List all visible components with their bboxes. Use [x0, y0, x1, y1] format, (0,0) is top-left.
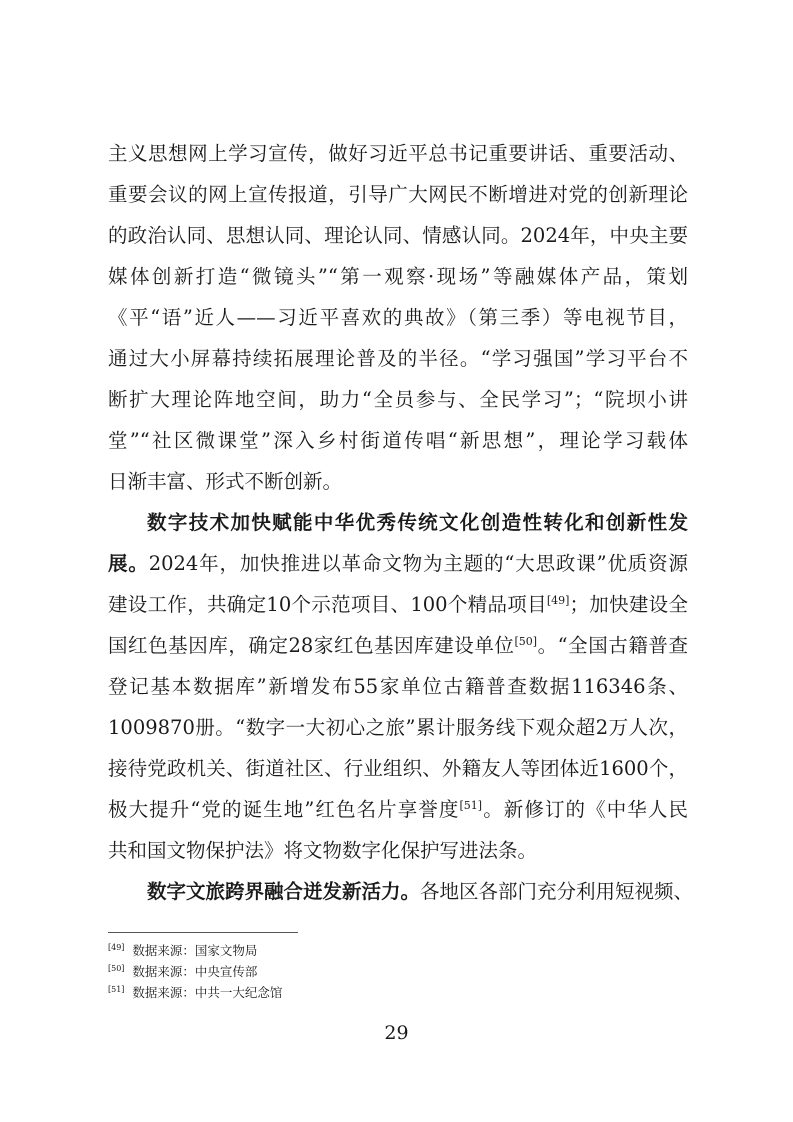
footnote-text: 数据来源：中共一大纪念馆 — [132, 985, 283, 1000]
footnote-ref-51[interactable]: [51] — [459, 799, 483, 812]
footnote-item — [108, 940, 282, 961]
text-line: 断扩大理论阵地空间，助力“全员参与、全民学习”；“院坝小讲 — [108, 388, 688, 411]
text-line: 日渐丰富、形式不断创新。 — [108, 470, 343, 493]
footnote-divider — [108, 932, 298, 933]
footnote-text: 数据来源：中央宣传部 — [132, 964, 258, 979]
text-line: 登记基本数据库”新增发布55家单位古籍普查数据116346条、 — [108, 675, 688, 698]
text-line: 堂”“社区微课堂”深入乡村街道传唱“新思想”，理论学习载体 — [108, 429, 688, 452]
text-line — [108, 871, 694, 912]
text-line — [108, 625, 688, 666]
paragraph-heading-end: 展。 — [108, 552, 149, 575]
footnote-mark: [49] — [108, 943, 125, 952]
text-segment: 。“全国古籍普查 — [537, 634, 688, 657]
text-line: 主义思想网上学习宣传，做好习近平总书记重要讲话、重要活动、 — [108, 142, 688, 165]
page-number: 29 — [384, 1022, 409, 1044]
paragraph-heading: 数字技术加快赋能中华优秀传统文化创造性转化和创新性发 — [147, 511, 688, 534]
footnote-ref-50[interactable]: [50] — [514, 635, 538, 648]
text-line: 通过大小屏幕持续拓展理论普及的半径。“学习强国”学习平台不 — [108, 347, 688, 370]
text-line: 共和国文物保护法》将文物数字化保护写进法条。 — [108, 839, 538, 862]
text-segment: 建设工作，共确定10个示范项目、100个精品项目 — [108, 593, 547, 616]
paragraph-heading: 数字文旅跨界融合迸发新活力。 — [147, 880, 421, 903]
footnote-mark: [51] — [108, 985, 125, 994]
text-line — [108, 584, 688, 625]
text-segment: 各地区各部门充分利用短视频、 — [420, 880, 694, 903]
body-text — [108, 133, 694, 912]
footnote-item — [108, 961, 282, 982]
text-line — [108, 543, 688, 584]
text-segment: 2024年，加快推进以革命文物为主题的“大思政课”优质资源 — [148, 552, 688, 575]
footnotes — [108, 940, 282, 1003]
footnote-item — [108, 982, 282, 1003]
text-line: 的政治认同、思想认同、理论认同、情感认同。2024年，中央主要 — [108, 224, 688, 247]
text-line: 重要会议的网上宣传报道，引导广大网民不断增进对党的创新理论 — [108, 183, 688, 206]
footnote-mark: [50] — [108, 964, 125, 973]
footnote-text: 数据来源：国家文物局 — [132, 943, 258, 958]
footnote-ref-49[interactable]: [49] — [546, 594, 570, 607]
text-segment: 极大提升“党的诞生地”红色名片享誉度 — [108, 798, 460, 821]
text-line: 《平“语”近人——习近平喜欢的典故》（第三季）等电视节目， — [108, 306, 688, 329]
text-line: 接待党政机关、街道社区、行业组织、外籍友人等团体近1600个， — [108, 757, 688, 780]
text-segment: 。新修订的《中华人民 — [482, 798, 688, 821]
text-line: 1009870册。“数字一大初心之旅”累计服务线下观众超2万人次， — [108, 716, 688, 739]
text-line: 媒体创新打造“微镜头”“第一观察·现场”等融媒体产品，策划 — [108, 265, 688, 288]
text-segment: 国红色基因库，确定28家红色基因库建设单位 — [108, 634, 515, 657]
text-segment: ；加快建设全 — [569, 593, 688, 616]
text-line — [108, 789, 688, 830]
